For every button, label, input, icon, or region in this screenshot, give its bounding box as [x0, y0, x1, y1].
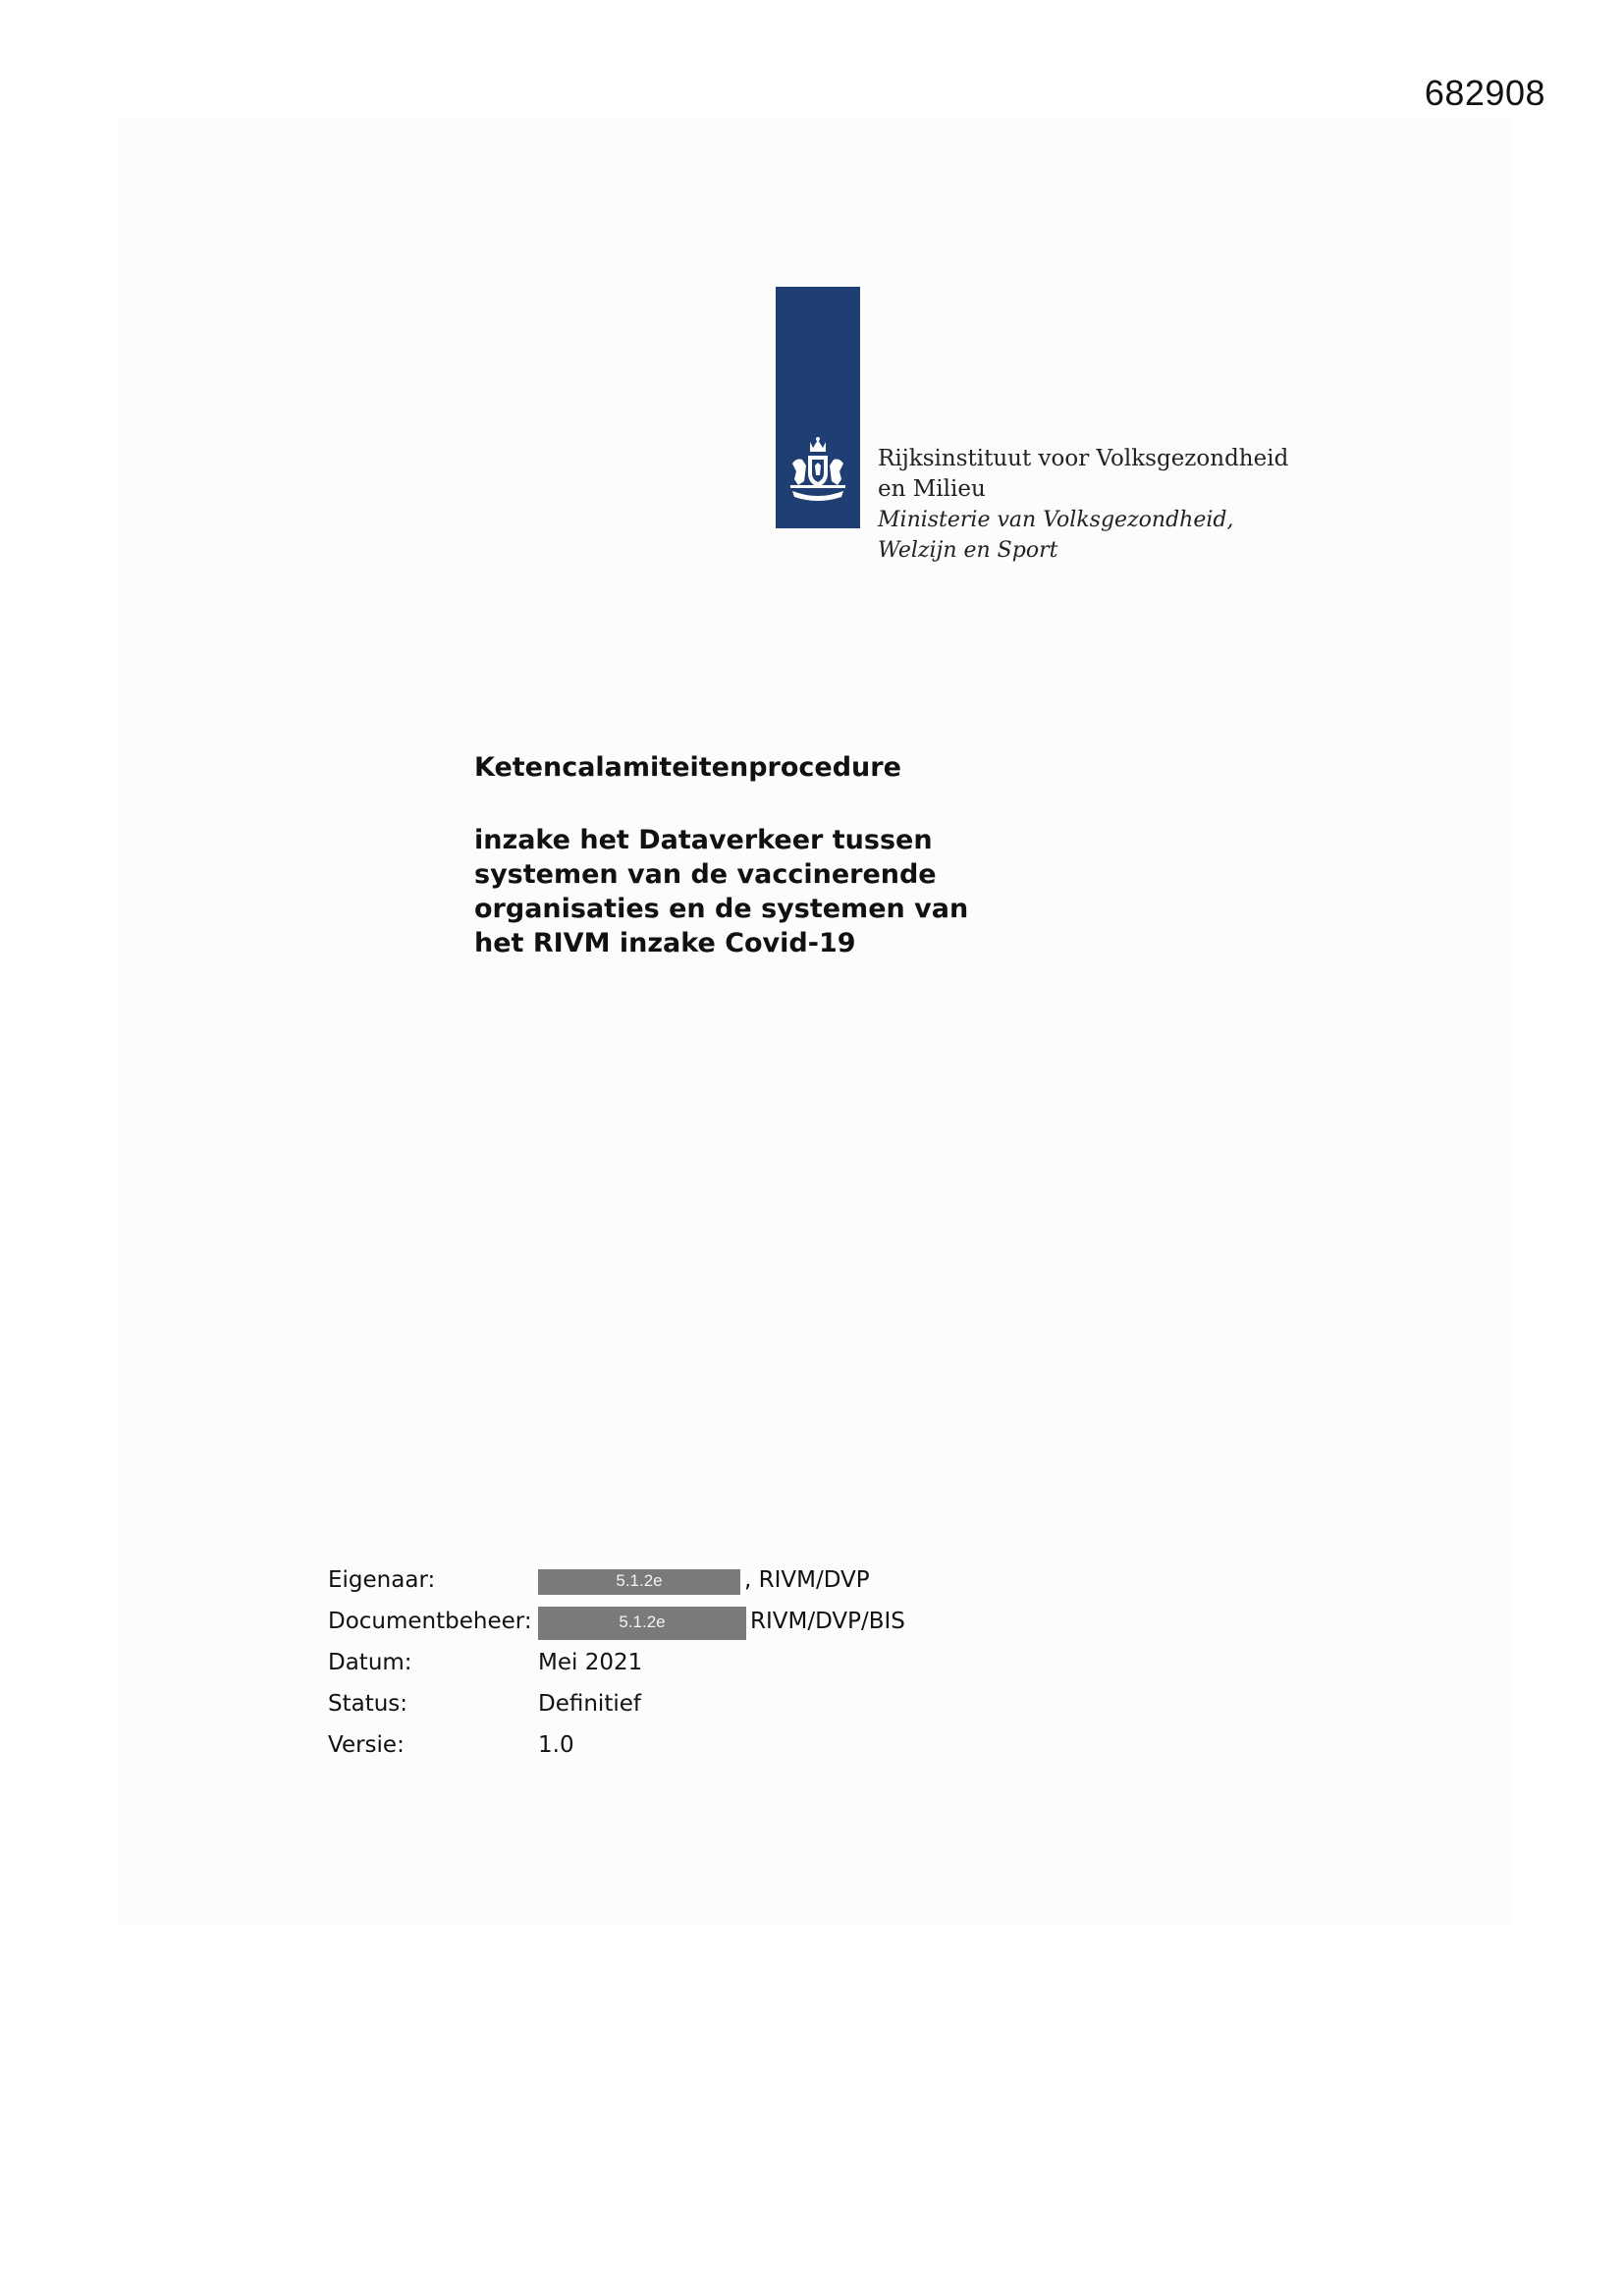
document-number: 682908 — [1424, 73, 1545, 113]
document-title: Ketencalamiteitenprocedure — [474, 752, 901, 783]
subtitle-line: het RIVM inzake Covid-19 — [474, 928, 856, 958]
owner-label: Eigenaar: — [328, 1567, 436, 1593]
institute-name-line-1: Rijksinstituut voor Volksgezondheid — [878, 446, 1289, 471]
owner-organisation: , RIVM/DVP — [744, 1567, 870, 1593]
status-label: Status: — [328, 1691, 408, 1717]
subtitle-line: systemen van de vaccinerende — [474, 859, 937, 890]
document-subtitle — [474, 823, 1083, 960]
royal-coat-of-arms-icon — [783, 436, 853, 507]
date-value: Mei 2021 — [538, 1650, 643, 1675]
status-value: Definitief — [538, 1691, 641, 1717]
rijksoverheid-logo-bar — [776, 287, 860, 528]
document-management-organisation: RIVM/DVP/BIS — [750, 1609, 905, 1634]
institute-logo-text — [878, 444, 1288, 566]
document-management-value — [538, 1609, 905, 1640]
ministry-name-line-1: Ministerie van Volksgezondheid, — [878, 508, 1234, 532]
owner-value — [538, 1567, 870, 1595]
version-value: 1.0 — [538, 1732, 574, 1758]
version-label: Versie: — [328, 1732, 405, 1758]
institute-name-line-2: en Milieu — [878, 476, 986, 502]
document-management-label: Documentbeheer: — [328, 1609, 532, 1634]
subtitle-line: inzake het Dataverkeer tussen — [474, 825, 933, 855]
redaction-block: 5.1.2e — [538, 1569, 740, 1595]
title-block — [474, 748, 1083, 960]
ministry-name-line-2: Welzijn en Sport — [878, 538, 1058, 563]
subtitle-line: organisaties en de systemen van — [474, 894, 969, 924]
redaction-block: 5.1.2e — [538, 1607, 746, 1640]
date-label: Datum: — [328, 1650, 412, 1675]
